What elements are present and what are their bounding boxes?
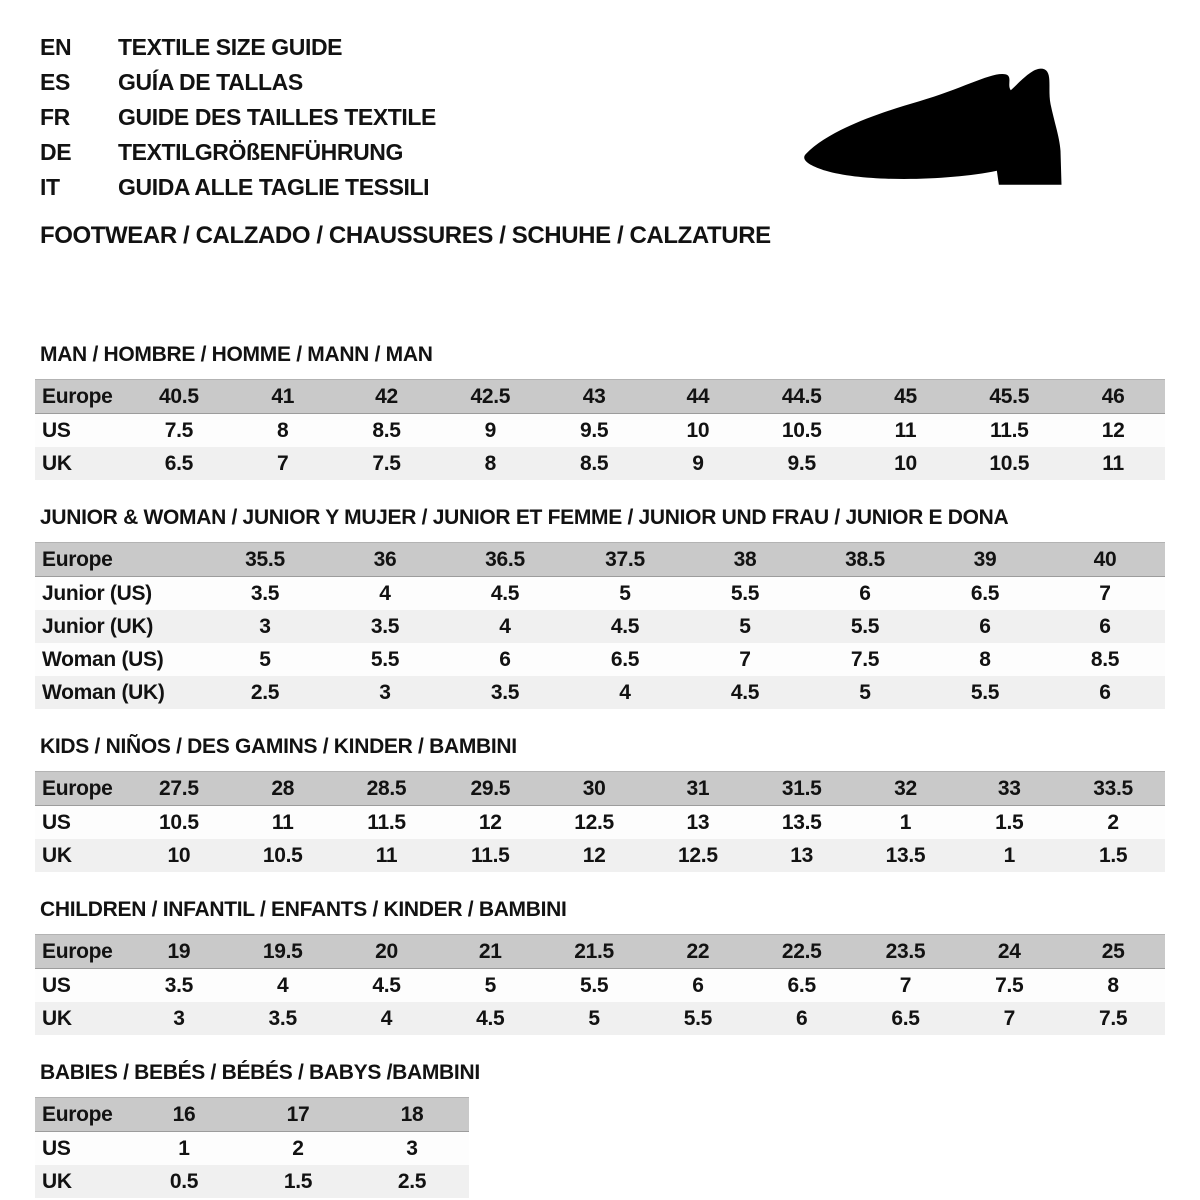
- row-label: Europe: [42, 939, 113, 963]
- section-junior-woman: [35, 506, 1165, 709]
- language-title: GUIDE DES TAILLES TEXTILE: [118, 104, 436, 130]
- size-cell: 44: [686, 384, 710, 408]
- table-row-junior-woman-woman-us: [35, 643, 1165, 676]
- size-cell: 8: [277, 418, 289, 442]
- size-cell: 7.5: [164, 418, 194, 442]
- size-cell: 7: [1099, 581, 1111, 605]
- size-cell: 7.5: [995, 973, 1024, 997]
- size-cell: 3.5: [250, 581, 280, 605]
- size-cell: 11: [1102, 451, 1124, 475]
- table-row-children-europe: [35, 935, 1165, 969]
- row-label: Europe: [42, 776, 113, 800]
- size-cell: 45.5: [989, 384, 1030, 408]
- size-cell: 36.5: [485, 547, 525, 571]
- size-cell: 5.5: [850, 614, 880, 638]
- size-cell: 3.5: [164, 973, 194, 997]
- size-cell: 9: [692, 451, 704, 475]
- size-cell: 2.5: [250, 680, 280, 704]
- size-cell: 11.5: [990, 418, 1029, 442]
- size-cell: 19.5: [262, 939, 303, 963]
- section-kids: [35, 735, 1165, 872]
- size-cell: 31.5: [781, 776, 822, 800]
- size-cell: 3.5: [490, 680, 520, 704]
- category-title: FOOTWEAR / CALZADO / CHAUSSURES / SCHUHE / CALZATURE: [40, 222, 771, 249]
- size-cell: 11.5: [471, 843, 510, 867]
- table-row-junior-woman-junior-uk: [35, 610, 1165, 643]
- size-cell: 9.5: [787, 451, 816, 475]
- size-cell: 6.5: [970, 581, 1000, 605]
- size-cell: 5.5: [370, 647, 400, 671]
- size-cell: 6.5: [164, 451, 194, 475]
- size-cell: 3: [173, 1006, 185, 1030]
- size-cell: 33: [997, 776, 1021, 800]
- size-cell: 38: [733, 547, 757, 571]
- size-cell: 11: [375, 843, 398, 867]
- size-cell: 4.5: [610, 614, 640, 638]
- row-label: US: [42, 1136, 71, 1160]
- language-row-de: [40, 135, 436, 170]
- size-cell: 7: [899, 973, 912, 997]
- table-row-junior-woman-europe: [35, 543, 1165, 577]
- language-code: FR: [40, 104, 70, 130]
- size-cell: 11.5: [367, 810, 406, 834]
- size-cell: 11: [271, 810, 294, 834]
- language-row-fr: [40, 100, 436, 135]
- size-cell: 7: [739, 647, 751, 671]
- size-cell: 4.5: [730, 680, 760, 704]
- table-row-junior-woman-junior-us: [35, 577, 1165, 611]
- size-cell: 6: [859, 581, 871, 605]
- size-cell: 11: [894, 418, 917, 442]
- row-label: Junior (UK): [42, 614, 154, 638]
- size-cell: 7.5: [850, 647, 880, 671]
- size-cell: 2: [1107, 810, 1119, 834]
- size-cell: 38.5: [845, 547, 885, 571]
- size-cell: 3: [379, 680, 391, 704]
- size-table-junior-woman: [35, 542, 1165, 709]
- size-cell: 42.5: [470, 384, 511, 408]
- size-cell: 5: [588, 1006, 600, 1030]
- row-label: UK: [42, 1006, 72, 1030]
- table-row-babies-us: [35, 1132, 469, 1166]
- size-cell: 6: [1099, 614, 1111, 638]
- section-man: [35, 343, 1165, 480]
- size-cell: 44.5: [781, 384, 822, 408]
- size-cell: 35.5: [245, 547, 285, 571]
- size-cell: 4: [277, 973, 289, 997]
- size-cell: 7.5: [372, 451, 401, 475]
- size-cell: 27.5: [159, 776, 199, 800]
- size-cell: 1: [178, 1136, 190, 1160]
- size-cell: 13.5: [781, 810, 822, 834]
- size-cell: 40: [1093, 547, 1117, 571]
- size-cell: 5: [859, 680, 871, 704]
- language-code: DE: [40, 139, 72, 165]
- size-cell: 42: [375, 384, 398, 408]
- size-cell: 30: [582, 776, 606, 800]
- size-cell: 13: [790, 843, 814, 867]
- size-cell: 8.5: [579, 451, 609, 475]
- row-label: US: [42, 418, 71, 442]
- section-title-man: MAN / HOMBRE / HOMME / MANN / MAN: [40, 343, 433, 366]
- table-row-kids-europe: [35, 772, 1165, 806]
- size-cell: 12: [582, 843, 606, 867]
- size-cell: 12.5: [574, 810, 614, 834]
- size-cell: 19: [167, 939, 191, 963]
- section-title-junior-woman: JUNIOR & WOMAN / JUNIOR Y MUJER / JUNIOR ET FEMME / JUNIOR UND FRAU / JUNIOR E DONA: [40, 506, 1009, 529]
- size-cell: 4: [379, 581, 391, 605]
- size-cell: 2: [292, 1136, 304, 1160]
- section-title-kids: KIDS / NIÑOS / DES GAMINS / KINDER / BAMBINI: [40, 735, 517, 758]
- size-cell: 20: [375, 939, 398, 963]
- size-cell: 21.5: [574, 939, 614, 963]
- size-cell: 6: [979, 614, 991, 638]
- row-label: UK: [42, 843, 72, 867]
- size-cell: 3: [406, 1136, 418, 1160]
- size-cell: 10.5: [159, 810, 199, 834]
- size-cell: 4: [619, 680, 631, 704]
- size-cell: 22.5: [781, 939, 822, 963]
- language-row-en: [40, 30, 436, 65]
- size-cell: 1.5: [283, 1169, 313, 1193]
- size-cell: 5.5: [970, 680, 1000, 704]
- size-cell: 7: [277, 451, 289, 475]
- size-cell: 7.5: [1098, 1006, 1128, 1030]
- size-cell: 10: [686, 418, 710, 442]
- size-cell: 6: [1099, 680, 1111, 704]
- size-cell: 17: [286, 1102, 310, 1126]
- language-row-it: [40, 170, 436, 205]
- size-cell: 13.5: [885, 843, 926, 867]
- size-cell: 22: [686, 939, 710, 963]
- language-list: [40, 30, 436, 205]
- size-cell: 10.5: [262, 843, 303, 867]
- table-row-babies-europe: [35, 1098, 469, 1132]
- size-cell: 23.5: [885, 939, 926, 963]
- table-row-children-us: [35, 969, 1165, 1003]
- size-cell: 28: [271, 776, 295, 800]
- row-label: US: [42, 973, 71, 997]
- section-title-babies: BABIES / BEBÉS / BÉBÉS / BABYS /BAMBINI: [40, 1061, 480, 1084]
- size-cell: 5.5: [683, 1006, 713, 1030]
- row-label: UK: [42, 1169, 72, 1193]
- language-title: TEXTILE SIZE GUIDE: [118, 34, 343, 60]
- size-cell: 4.5: [490, 581, 520, 605]
- section-babies: [35, 1061, 1165, 1198]
- row-label: Europe: [42, 384, 113, 408]
- size-cell: 9.5: [579, 418, 609, 442]
- size-cell: 9: [484, 418, 496, 442]
- size-cell: 0.5: [169, 1169, 199, 1193]
- size-cell: 10: [894, 451, 917, 475]
- size-cell: 4: [380, 1006, 393, 1030]
- language-title: TEXTILGRÖßENFÜHRUNG: [118, 139, 403, 165]
- size-cell: 5: [739, 614, 751, 638]
- table-row-man-us: [35, 414, 1165, 448]
- size-cell: 12: [1101, 418, 1125, 442]
- size-cell: 29.5: [470, 776, 511, 800]
- size-cell: 4: [499, 614, 511, 638]
- size-cell: 1: [1003, 843, 1015, 867]
- size-cell: 43: [582, 384, 606, 408]
- size-cell: 32: [894, 776, 917, 800]
- size-cell: 10.5: [781, 418, 822, 442]
- row-label: Junior (US): [42, 581, 152, 605]
- row-label: Woman (UK): [42, 680, 165, 704]
- size-cell: 5.5: [579, 973, 609, 997]
- size-cell: 6: [692, 973, 704, 997]
- size-cell: 8.5: [1090, 647, 1120, 671]
- size-cell: 8.5: [372, 418, 401, 442]
- size-cell: 3.5: [268, 1006, 297, 1030]
- size-table-man: [35, 379, 1165, 480]
- language-title: GUIDA ALLE TAGLIE TESSILI: [118, 174, 430, 200]
- table-row-kids-us: [35, 806, 1165, 840]
- size-cell: 4.5: [372, 973, 401, 997]
- size-cell: 12.5: [678, 843, 718, 867]
- row-label: Europe: [42, 547, 113, 571]
- row-label: UK: [42, 451, 72, 475]
- size-cell: 28.5: [366, 776, 407, 800]
- language-title: GUÍA DE TALLAS: [118, 69, 303, 95]
- language-code: ES: [40, 69, 70, 95]
- size-cell: 6: [795, 1006, 808, 1030]
- table-row-man-europe: [35, 380, 1165, 414]
- size-cell: 8: [979, 647, 991, 671]
- size-cell: 5: [619, 581, 631, 605]
- size-cell: 39: [973, 547, 997, 571]
- size-cell: 6.5: [787, 973, 816, 997]
- row-label: US: [42, 810, 71, 834]
- size-cell: 18: [400, 1102, 424, 1126]
- size-cell: 31: [686, 776, 710, 800]
- size-cell: 6.5: [610, 647, 640, 671]
- shoe-silhouette-icon: [800, 58, 1148, 210]
- size-cell: 6: [499, 647, 511, 671]
- size-cell: 41: [271, 384, 295, 408]
- table-row-children-uk: [35, 1002, 1165, 1035]
- size-cell: 2.5: [397, 1169, 427, 1193]
- size-cell: 5: [259, 647, 271, 671]
- size-cell: 3: [259, 614, 271, 638]
- row-label: Europe: [42, 1102, 113, 1126]
- size-cell: 1.5: [1098, 843, 1128, 867]
- size-cell: 45: [894, 384, 917, 408]
- size-cell: 4.5: [476, 1006, 505, 1030]
- section-children: [35, 898, 1165, 1035]
- size-cell: 25: [1101, 939, 1125, 963]
- size-cell: 1: [899, 810, 912, 834]
- tables-area: [35, 343, 1165, 1198]
- size-cell: 3.5: [370, 614, 400, 638]
- size-cell: 33.5: [1093, 776, 1133, 800]
- size-cell: 40.5: [159, 384, 199, 408]
- size-cell: 1.5: [995, 810, 1024, 834]
- table-row-man-uk: [35, 447, 1165, 480]
- section-title-children: CHILDREN / INFANTIL / ENFANTS / KINDER / BAMBINI: [40, 898, 567, 921]
- size-table-children: [35, 934, 1165, 1035]
- size-cell: 24: [997, 939, 1021, 963]
- size-cell: 13: [686, 810, 710, 834]
- size-cell: 10.5: [989, 451, 1030, 475]
- size-cell: 8: [484, 451, 496, 475]
- size-cell: 5: [484, 973, 496, 997]
- size-table-kids: [35, 771, 1165, 872]
- language-code: IT: [40, 174, 60, 200]
- size-cell: 37.5: [605, 547, 645, 571]
- size-cell: 7: [1003, 1006, 1015, 1030]
- size-cell: 36: [373, 547, 397, 571]
- size-cell: 6.5: [891, 1006, 920, 1030]
- size-cell: 8: [1107, 973, 1119, 997]
- size-cell: 10: [167, 843, 191, 867]
- row-label: Woman (US): [42, 647, 164, 671]
- table-row-babies-uk: [35, 1165, 469, 1198]
- size-table-babies: [35, 1097, 469, 1198]
- size-cell: 16: [172, 1102, 196, 1126]
- size-cell: 46: [1101, 384, 1125, 408]
- language-row-es: [40, 65, 436, 100]
- size-cell: 5.5: [730, 581, 760, 605]
- language-code: EN: [40, 34, 72, 60]
- size-cell: 12: [478, 810, 502, 834]
- table-row-junior-woman-woman-uk: [35, 676, 1165, 709]
- table-row-kids-uk: [35, 839, 1165, 872]
- size-cell: 21: [478, 939, 502, 963]
